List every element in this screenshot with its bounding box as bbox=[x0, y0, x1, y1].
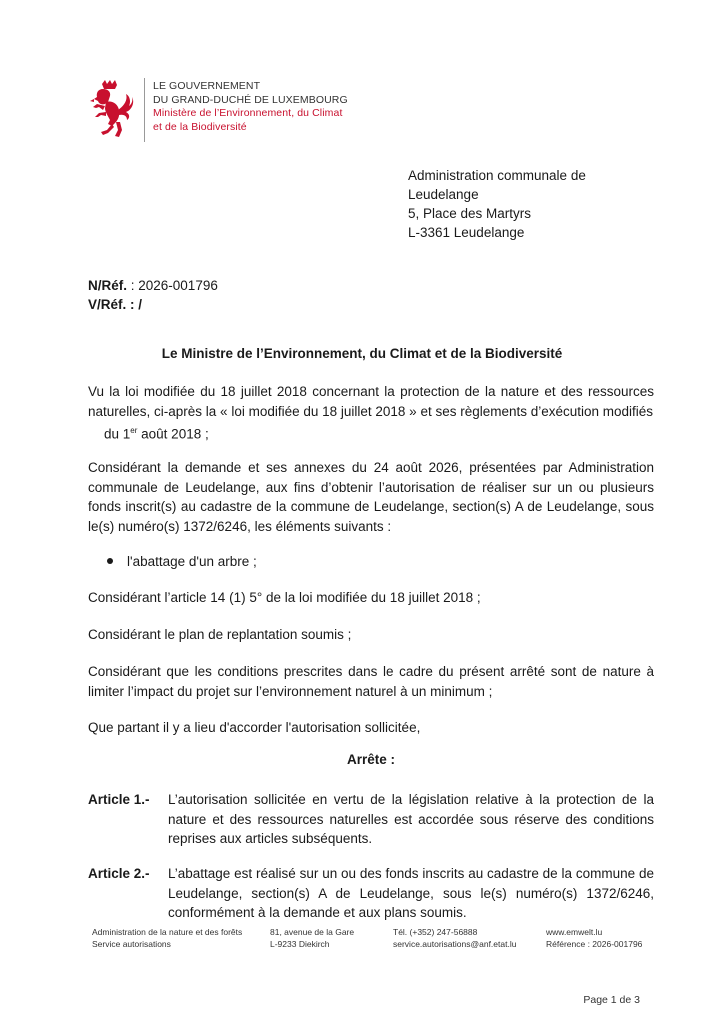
address-line: Leudelange bbox=[408, 187, 479, 202]
footer-web bbox=[546, 926, 642, 950]
bullet-icon bbox=[107, 558, 113, 564]
footer-line: 81, avenue de la Gare bbox=[270, 927, 355, 937]
address-line: Administration communale de bbox=[408, 168, 586, 183]
footer-agency bbox=[92, 926, 242, 950]
footer-line: L-9233 Diekirch bbox=[270, 939, 330, 949]
your-reference bbox=[88, 295, 218, 314]
article-2 bbox=[88, 864, 654, 924]
ministry-line-2: et de la Biodiversité bbox=[153, 120, 247, 133]
footer-line: Service autorisations bbox=[92, 939, 171, 949]
our-reference bbox=[88, 276, 218, 295]
ministry-line-1: Ministère de l’Environnement, du Climat bbox=[153, 107, 343, 119]
references bbox=[88, 276, 218, 314]
page-number: Page 1 de 3 bbox=[583, 994, 640, 1006]
paragraph-conclusion: Que partant il y a lieu d'accorder l'autorisation sollicitée, bbox=[88, 720, 421, 735]
paragraph-request: Considérant la demande et ses annexes du 24 août 2026, présentées par Administration communale de Leudelange, aux fins d’obtenir l’autorisation de réaliser sur un ou plusieurs fonds inscrit(s) au cadastre de la commune de Leudelange, section(s) A de Leudelange, sous le(s) numéro(s) 1372/6246, les éléments suivants : bbox=[88, 460, 654, 534]
footer-email[interactable]: service.autorisations@anf.etat.lu bbox=[393, 939, 517, 949]
footer-reference: Référence : 2026-001796 bbox=[546, 939, 643, 949]
article-1 bbox=[88, 790, 654, 850]
list-item bbox=[107, 552, 257, 571]
paragraph-replanting: Considérant le plan de replantation soumis ; bbox=[88, 627, 352, 642]
your-ref-label: V/Réf. : / bbox=[88, 297, 143, 312]
footer-line: Administration de la nature et des forêts bbox=[92, 927, 243, 937]
gov-line-1: LE GOUVERNEMENT bbox=[153, 80, 261, 92]
date-prefix: du 1 bbox=[104, 426, 131, 442]
paragraph-legal-basis bbox=[88, 382, 654, 444]
gov-line-2: DU GRAND-DUCHÉ DE LUXEMBOURG bbox=[153, 93, 348, 106]
footer-contact bbox=[393, 926, 516, 950]
footer-phone: Tél. (+352) 247-56888 bbox=[393, 927, 478, 937]
paragraph-text: Vu la loi modifiée du 18 juillet 2018 concernant la protection de la nature et des ressources naturelles, ci-après la « loi modifiée du 18 juillet 2018 » et ses règlements d’exécution modifiés bbox=[88, 384, 654, 419]
address-line: L-3361 Leudelange bbox=[408, 225, 525, 240]
article-label: Article 2.- bbox=[88, 866, 150, 881]
paragraph-article-ref: Considérant l’article 14 (1) 5° de la loi modifiée du 18 juillet 2018 ; bbox=[88, 590, 481, 605]
superscript: er bbox=[130, 426, 138, 435]
paragraph-conditions: Considérant que les conditions prescrites dans le cadre du présent arrêté sont de nature à limiter l’impact du projet sur l’environnement naturel à un minimum ; bbox=[88, 664, 654, 699]
date-suffix: août 2018 ; bbox=[137, 426, 209, 442]
our-ref-value: : 2026-001796 bbox=[127, 278, 218, 293]
article-text: L’autorisation sollicitée en vertu de la législation relative à la protection de la nature et des ressources naturelles est accordée sous réserve des conditions reprises aux articles subséquents. bbox=[168, 792, 654, 846]
address-line: 5, Place des Martyrs bbox=[408, 206, 532, 221]
footer-website[interactable]: www.emwelt.lu bbox=[546, 927, 603, 937]
document-title: Le Ministre de l’Environnement, du Climat et de la Biodiversité bbox=[161, 346, 563, 361]
article-text: L’abattage est réalisé sur un ou des fonds inscrits au cadastre de la commune de Leudelange, section(s) A de Leudelange, sous le(s) numéro(s) 1372/6246, conformément à la demande et aux plans soumis. bbox=[168, 866, 654, 920]
red-lion-icon bbox=[88, 80, 134, 142]
footer-address bbox=[270, 926, 354, 950]
paragraph-end bbox=[88, 421, 654, 444]
organization-name bbox=[153, 80, 348, 134]
our-ref-label: N/Réf. bbox=[88, 278, 128, 293]
list-item-text: l'abattage d'un arbre ; bbox=[127, 554, 257, 569]
article-label: Article 1.- bbox=[88, 792, 150, 807]
recipient-address bbox=[408, 166, 586, 242]
decree-heading: Arrête : bbox=[346, 752, 395, 767]
logo-divider bbox=[144, 78, 145, 142]
